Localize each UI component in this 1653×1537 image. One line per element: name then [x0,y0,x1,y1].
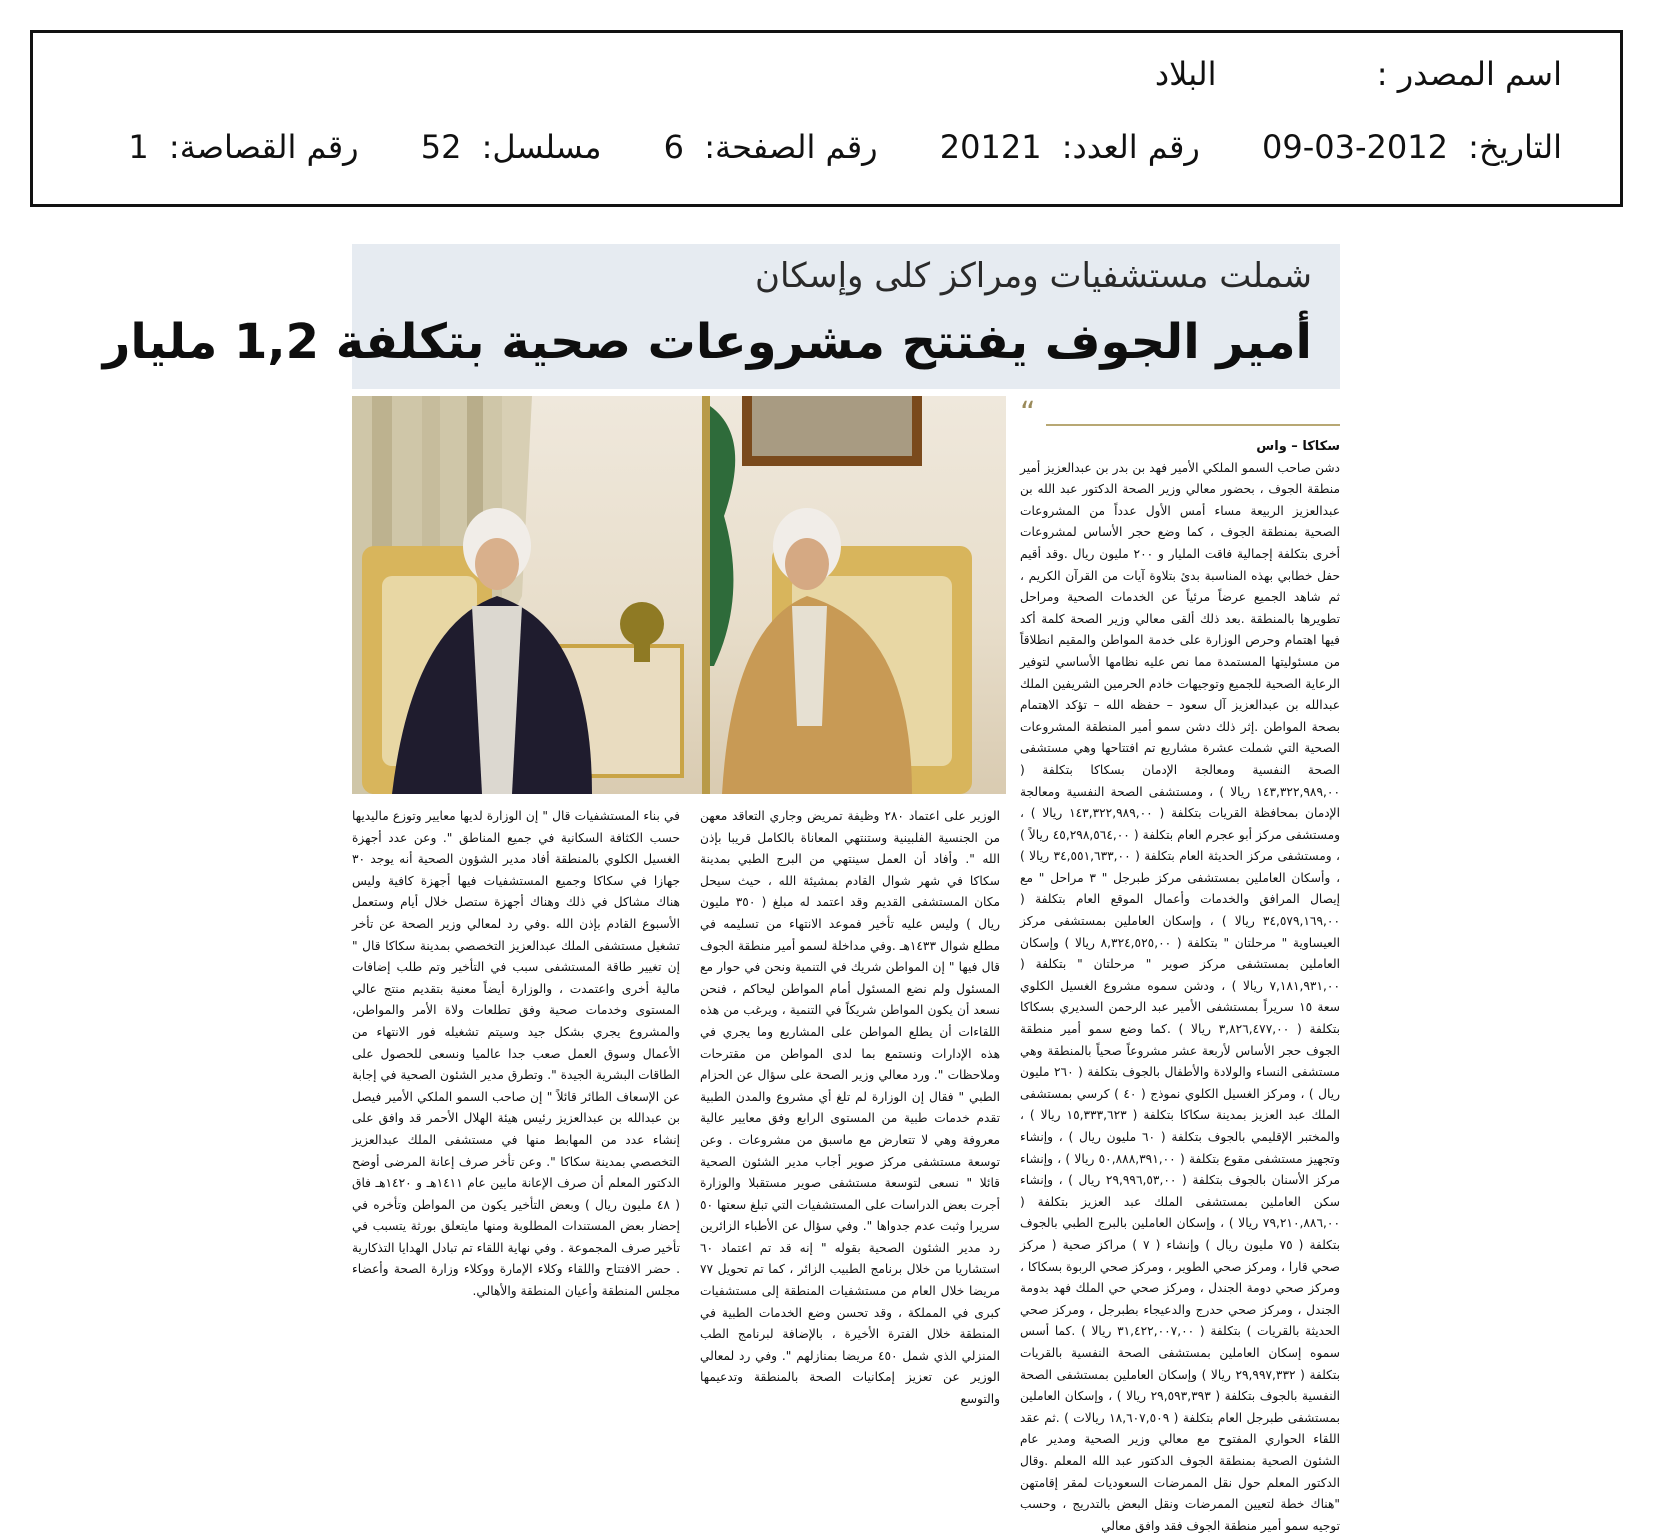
column-rule [1046,424,1340,426]
page-value: 6 [663,128,685,166]
article-kicker: شملت مستشفيات ومراكز كلى وإسكان [755,256,1312,296]
article-column-left [352,806,680,1299]
article-photo [352,396,1006,794]
article-body-left: في بناء المستشفيات قال " إن الوزارة لديها معايير وتوزع ماليديها حسب الكثافة السكانية في جميع المناطق ". وعن عدد أجهزة الغسيل الكلوي بالمنطقة أفاد مدير الشؤون الصحية أنه يوجد ٣٠ جهازا في سكاكا وجميع المستشفيات فيها أجهزة كافية وليس هناك مشاكل في ذلك وهناك أجهزة ستصل خلال أيام وستعمل الأسبوع القادم بإذن الله .وفي رد لمعالي وزير الصحة عن تأخر تشغيل مستشفى الملك عبدالعزيز التخصصي بمدينة سكاكا قال " إن تغيير طاقة المستشفى سبب في التأخير وتم طلب إضافات مالية أخرى واعتمدت ، والوزارة أيضاً معنية بتقديم منتج عالي المستوى وخدمات صحية وفق تطلعات ولاة الأمر والمواطن، والمشروع يجري بشكل جيد وسيتم تشغيله فور الانتهاء من الأعمال وسوق العمل صعب جدا عالميا ونسعى للحصول على الطاقات البشرية الجيدة ". وتطرق مدير الشئون الصحية في إجابة عن الإسعاف الطائر قائلاً " إن صاحب السمو الملكي الأمير فيصل بن عبدالله بن عبدالعزيز رئيس هيئة الهلال الأحمر قد وافق على إنشاء عدد من المهابط منها في مستشفى الملك عبدالعزيز التخصصي بمدينة سكاكا ". وعن تأخر صرف إعانة المرضى أوضح الدكتور المعلم أن صرف الإعانة مابين عام ١٤١١هـ و ١٤٢٠هـ فاق ( ٤٨ مليون ريال ) وبعض التأخير يكون من المواطن وتأخره في إحضار بعض المستندات المطلوبة ومنها مايتعلق بورثة يتسبب في تأخير صرف المجموعة . وفي نهاية اللقاء تم تبادل الهدايا التذكارية . حضر الافتتاح واللقاء وكلاء الإمارة ووكلاء وزارة الصحة وأعضاء مجلس المنطقة وأعيان المنطقة والأهالي. [352,809,680,1299]
source-value: البلاد [1154,55,1217,93]
quote-mark: “ [1020,396,1036,431]
article-body-right: دشن صاحب السمو الملكي الأمير فهد بن بدر بن عبدالعزيز أمير منطقة الجوف ، بحضور معالي وزير الصحة الدكتور عبد الله بن عبدالعزيز الربيعة مساء أمس الأول عدداً من المشروعات الصحية بمنطقة الجوف ، كما وضع حجر الأساس لمشروعات أخرى بتكلفة إجمالية فاقت المليار و ٢٠٠ مليون ريال .وقد أقيم حفل خطابي بهذه المناسبة بدئ بتلاوة آيات من القرآن الكريم ، ثم شاهد الجميع عرضاً مرئياً عن الخدمات الصحية ومراحل تطويرها بالمنطقة .بعد ذلك ألقى معالي وزير الصحة كلمة أكد فيها اهتمام وحرص الوزارة على خدمة المواطن والمقيم انطلاقاً من مسئوليتها المستمدة مما نص عليه نظامها الأساسي لتوفير الرعاية الصحية للجميع وتوجيهات خادم الحرمين الشريفين الملك عبدالله بن عبدالعزيز آل سعود – حفظه الله – تؤكد الاهتمام بصحة المواطن .إثر ذلك دشن سمو أمير المنطقة المشروعات الصحية التي شملت عشرة مشاريع تم افتتاحها وهي مستشفى الصحة النفسية ومعالجة الإدمان بسكاكا بتكلفة ( ١٤٣,٣٢٢,٩٨٩,٠٠ ريالا ) ، ومستشفى الصحة النفسية ومعالجة الإدمان بمحافظة القريات بتكلفة ( ١٤٣,٣٢٢,٩٨٩,٠٠ ريالا ) ، ومستشفى مركز أبو عجرم العام بتكلفة ( ٤٥,٢٩٨,٥٦٤,٠٠ ريالاً ) ، ومستشفى مركز الحديثة العام بتكلفة ( ٣٤,٥٥١,٦٣٣,٠٠ ريالا ) ، وأسكان العاملين بمستشفى مركز طبرجل " ٣ مراحل " مع إيصال المرافق والخدمات وأعمال الموقع العام بتكلفة ( ٣٤,٥٧٩,١٦٩,٠٠ ريالا ) ، وإسكان العاملين بمستشفى مركز العيساوية " مرحلتان " بتكلفة ( ٨,٣٢٤,٥٢٥,٠٠ ريالا ) وإسكان العاملين بمستشفى مركز صوير " مرحلتان " بتكلفة ( ٧,١٨١,٩٣١,٠٠ ريالا ) ، ودشن سموه مشروع الغسيل الكلوي سعة ١٥ سريراً بمستشفى الأمير عبد الرحمن السديري بسكاكا بتكلفة ( ٣,٨٢٦,٤٧٧,٠٠ ريالا ) .كما وضع سمو أمير منطقة الجوف حجر الأساس لأربعة عشر مشروعاً صحياً بالمنطقة وهي مستشفى النساء والولادة والأطفال بالجوف بتكلفة ( ٢٦٠ مليون ريال ) ، ومركز الغسيل الكلوي نموذج ( ٤٠ ) كرسي بمستشفى الملك عبد العزيز بمدينة سكاكا بتكلفة ( ١٥,٣٣٣,٦٢٣ ريالا ) ، والمختبر الإقليمي بالجوف بتكلفة ( ٦٠ مليون ريال ) ، وإنشاء وتجهيز مستشفى مقوع بتكلفة ( ٥٠,٨٨٨,٣٩١,٠٠ ريالا ) ، وإنشاء مركز الأسنان بالجوف بتكلفة ( ٢٩,٩٩٦,٥٣,٠٠ ريال ) ، وإنشاء سكن العاملين بمستشفى الملك عبد العزيز بتكلفة ( ٧٩,٢١٠,٨٨٦,٠٠ ريالا ) ، وإسكان العاملين بالبرج الطبي بالجوف بتكلفة ( ٧٥ مليون ريال ) وإنشاء ( ٧ ) مراكز صحية ( مركز صحي قارا ، ومركز صحي الطوير ، ومركز صحي الربوة بسكاكا ، ومركز صحي دومة الجندل ، ومركز صحي حي الملك فهد بدومة الجندل ، ومركز صحي حدرج والدعيجاء بطبرجل ، ومركز صحي الحديثة بالقريات ) بتكلفة ( ٣١,٤٢٢,٠٠٧,٠٠ ريالا ) .كما أسس سموه إسكان العاملين بمستشفى الصحة النفسية بالقريات بتكلفة ( ٢٩,٩٩٧,٣٣٢ ريالا ) وإسكان العاملين بمستشفى الصحة النفسية بالجوف بتكلفة ( ٢٩,٥٩٣,٣٩٣ ريالا ) ، وإسكان العاملين بمستشفى طبرجل العام بتكلفة ( ١٨,٦٠٧,٥٠٩ ريالات ) .ثم عقد اللقاء الحواري المفتوح مع معالي وزير الصحية ومدير عام الشئون الصحية بمنطقة الجوف الدكتور عبد الله المعلم .وقال الدكتور المعلم حول نقل الممرضات السعوديات لمقر إقامتهن "هناك خطة لتعيين الممرضات ونقل البعض بالتدريج ، وحسب توجيه سمو أمير منطقة الجوف فقد وافق معالي [1020,460,1341,1533]
headline-band [102,244,1340,389]
article-headline: أمير الجوف يفتتح مشروعات صحية بتكلفة 1,2 مليار [102,314,1312,370]
details-row [128,128,1562,166]
page-label: رقم الصفحة: [704,128,878,166]
article-dateline: سكاكا – واس [1256,439,1340,454]
article-column-right [1020,396,1341,1533]
serial-field [421,128,602,166]
clipping-metadata-box [30,30,1623,207]
source-label: اسم المصدر : [1376,55,1562,93]
date-label: التاريخ: [1468,128,1562,166]
source-row [1155,55,1562,93]
meeting-photo-illustration [352,396,1006,794]
clip-number-label: رقم القصاصة: [168,128,359,166]
newspaper-clipping [102,244,1341,1533]
issue-value: 20121 [939,128,1042,166]
clip-number-value: 1 [128,128,149,166]
article-body-middle: الوزير على اعتماد ٢٨٠ وظيفة تمريض وجاري التعاقد معهن من الجنسية الفلبينية وستنتهي المعاناة بالكامل قريبا بإذن الله ". وأفاد أن العمل سينتهي من البرج الطبي بمدينة سكاكا في شهر شوال القادم بمشيئة الله ، حيث سيحل مكان المستشفى القديم وقد اعتمد له مبلغ ( ٣٥٠ مليون ريال ) وليس عليه تأخير فموعد الانتهاء من تسليمه في مطلع شوال ١٤٣٣هـ .وفي مداخلة لسمو أمير منطقة الجوف قال فيها " إن المواطن شريك في التنمية ونحن في حوار مع المسئول ولم نضع المسئول أمام المواطن ليحاكم ، فنحن نسعد أن يكون المواطن شريكاً في التنمية ، ويرغب من هذه اللقاءات أن يطلع المواطن على المشاريع وما يجري في هذه الإدارات ونستمع بما لدى المواطن من مقترحات وملاحظات ". ورد معالي وزير الصحة على سؤال عن الحزام الطبي " فقال إن الوزارة لم تلغ أي مشروع والمدن الطبية تقدم خدمات طبية من المستوى الرابع وفق معايير عالية معروفة وهي لا تتعارض مع ماسبق من مشروعات . وعن توسعة مستشفى مركز صوير أجاب مدير الشئون الصحية قائلا " نسعى لتوسعة مستشفى صوير مستقبلا والوزارة أجرت بعض الدراسات على المستشفيات التي تبلغ سعتها ٥٠ سريرا وثبت عدم جدواها ". وفي سؤال عن الأطباء الزائرين رد مدير الشئون الصحية بقوله " إنه قد تم اعتماد ٦٠ استشاريا من خلال برنامج الطبيب الزائر ، كما تم تحويل ٧٧ مريضا خلال العام من مستشفيات المنطقة إلى مستشفيات كبرى في المملكة ، وقد تحسن وضع الخدمات الطبية في المنطقة خلال الفترة الأخيرة ، بالإضافة لبرنامج الطب المنزلي الذي شمل ٤٥٠ مريضا بمنازلهم ". وفي رد لمعالي الوزير عن تعزيز إمكانيات الصحة بالمنطقة وتدعيمها والتوسع [700,809,1000,1407]
serial-value: 52 [420,128,462,166]
page-field [664,128,878,166]
issue-label: رقم العدد: [1061,128,1200,166]
serial-label: مسلسل: [481,128,602,166]
date-field [1262,128,1562,166]
issue-field [940,128,1200,166]
clip-number-field [128,128,358,166]
article-column-middle [700,806,1000,1407]
date-value: 2012-03-09 [1262,128,1448,166]
